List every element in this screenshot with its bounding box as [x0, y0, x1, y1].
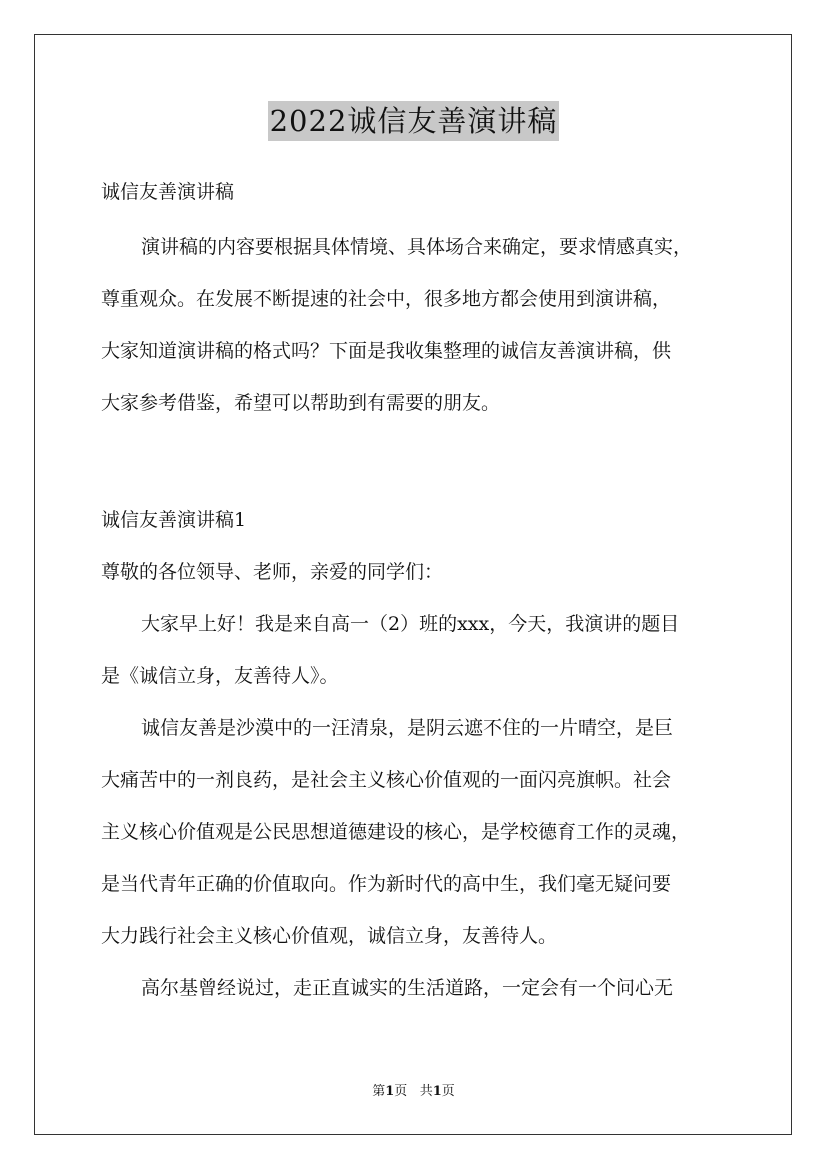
page-footer — [0, 1083, 827, 1101]
footer-total-prefix: 共 — [419, 1084, 433, 1099]
footer-total-number: 1 — [432, 1084, 442, 1099]
intro-line: 大家知道演讲稿的格式吗？下面是我收集整理的诚信友善演讲稿，供 — [101, 340, 672, 362]
salutation: 尊敬的各位领导、老师，亲爱的同学们： — [101, 561, 444, 583]
subtitle: 诚信友善演讲稿 — [101, 181, 235, 203]
section-heading: 诚信友善演讲稿1 — [101, 509, 247, 531]
intro-line: 尊重观众。在发展不断提速的社会中，很多地方都会使用到演讲稿， — [101, 288, 672, 310]
footer-page-prefix: 第 — [372, 1084, 386, 1099]
document-title-wrap — [0, 101, 827, 146]
para2-line: 大力践行社会主义核心价值观，诚信立身，友善待人。 — [101, 925, 558, 947]
para2-line: 是当代青年正确的价值取向。作为新时代的高中生，我们毫无疑问要 — [101, 873, 672, 895]
para2-line: 大痛苦中的一剂良药，是社会主义核心价值观的一面闪亮旗帜。社会 — [101, 769, 672, 791]
para1-line: 大家早上好！我是来自高一（2）班的xxx，今天，我演讲的题目 — [141, 613, 680, 635]
footer-page-suffix: 页 — [394, 1084, 408, 1099]
para2-line: 主义核心价值观是公民思想道德建设的核心，是学校德育工作的灵魂， — [101, 821, 691, 843]
intro-paragraph — [101, 232, 741, 440]
document-title: 2022诚信友善演讲稿 — [268, 101, 560, 141]
intro-line: 演讲稿的内容要根据具体情境、具体场合来确定，要求情感真实， — [141, 236, 693, 258]
para3-line: 高尔基曾经说过，走正直诚实的生活道路，一定会有一个问心无 — [141, 977, 674, 999]
subtitle-block — [101, 177, 741, 229]
para1-line: 是《诚信立身，友善待人》。 — [101, 665, 339, 687]
footer-total-suffix: 页 — [441, 1084, 455, 1099]
intro-line: 大家参考借鉴，希望可以帮助到有需要的朋友。 — [101, 392, 501, 414]
section-block — [101, 505, 741, 1025]
footer-page-number: 1 — [385, 1084, 395, 1099]
para2-line: 诚信友善是沙漠中的一汪清泉，是阴云遮不住的一片晴空，是巨 — [141, 717, 674, 739]
